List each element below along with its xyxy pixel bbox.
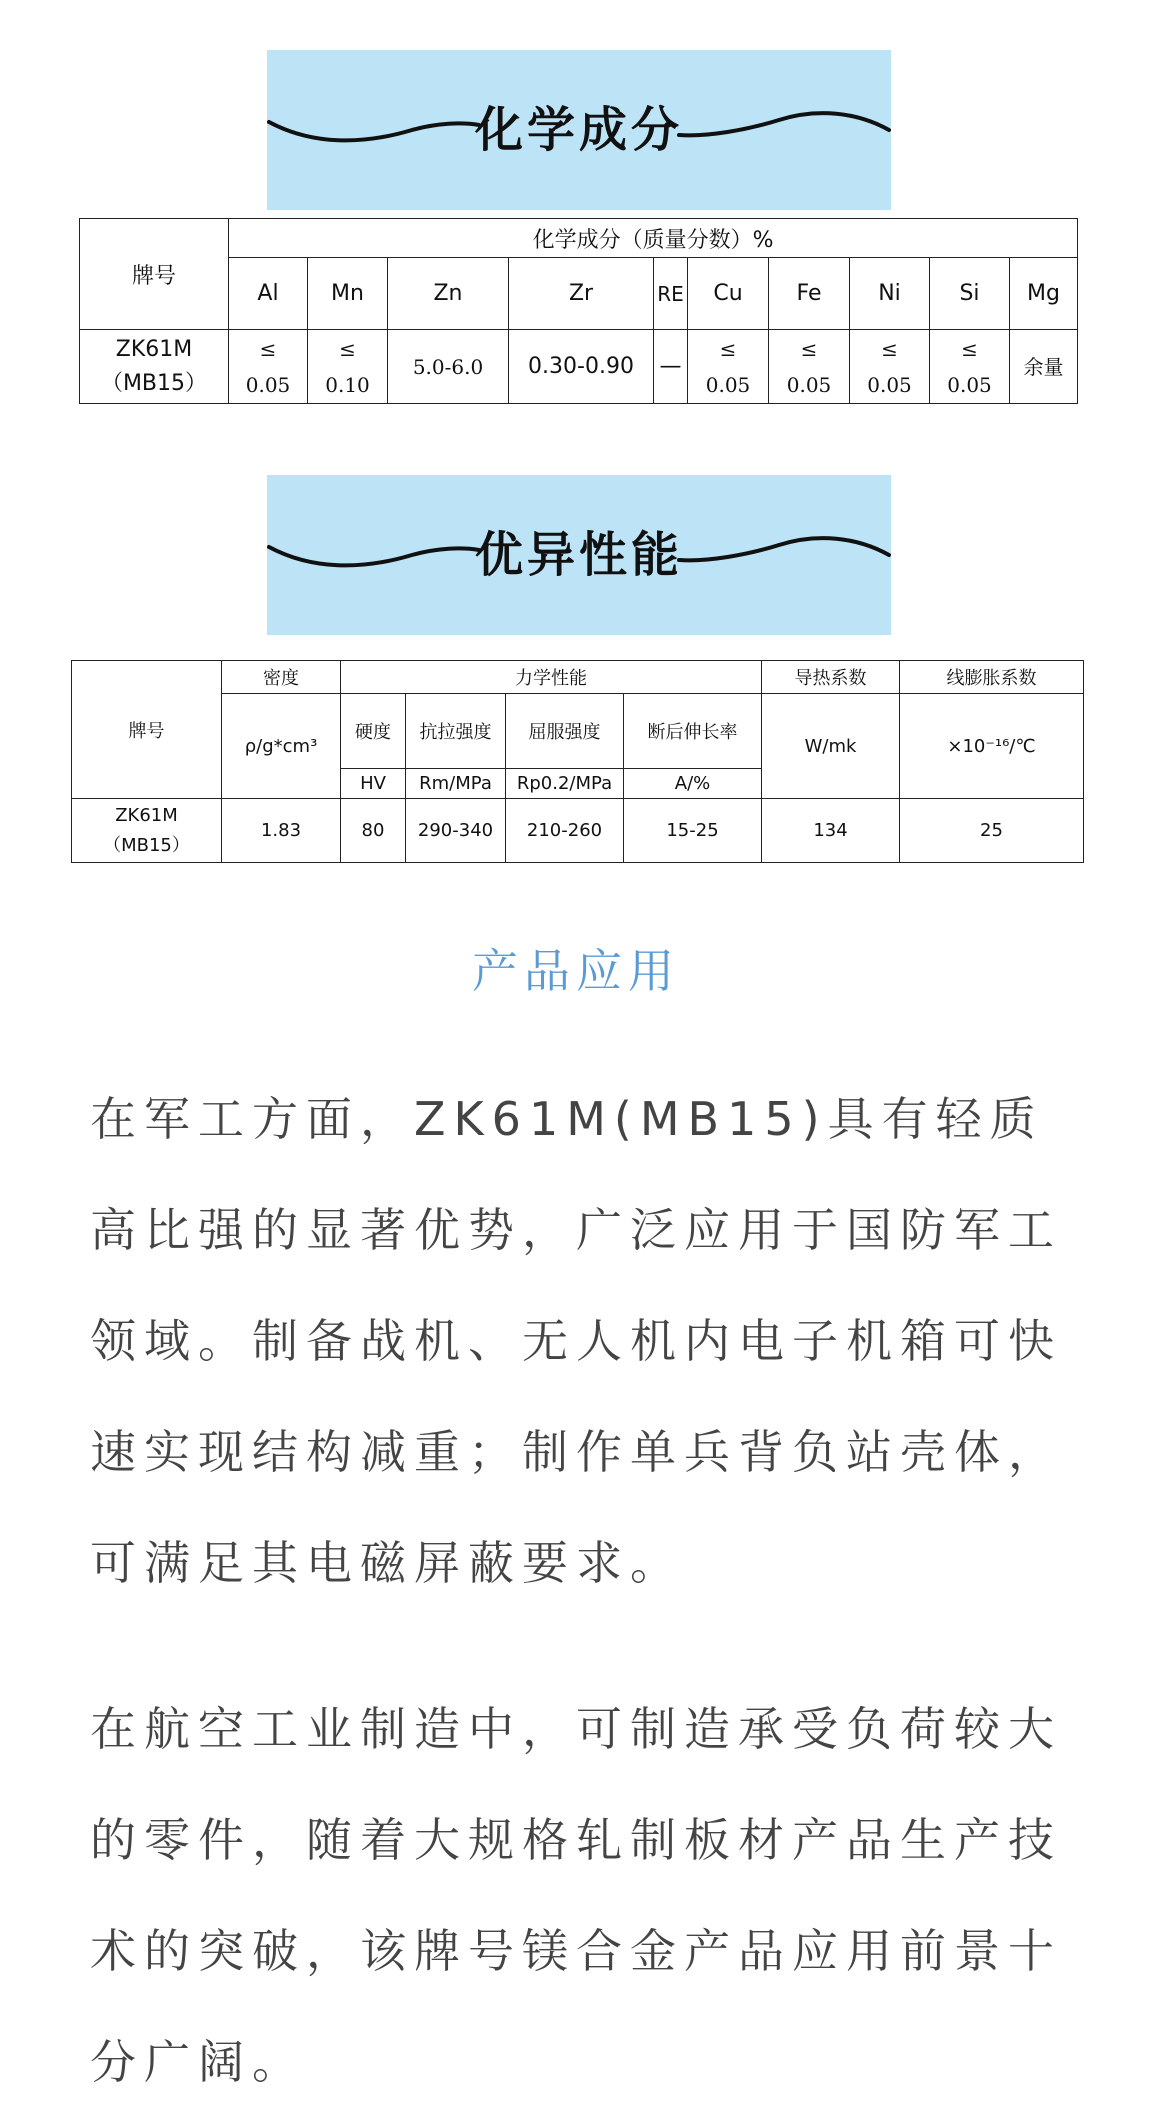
tensile-unit: Rm/MPa bbox=[406, 769, 506, 799]
element-header-mn: Mn bbox=[308, 258, 388, 330]
yield-header: 屈服强度 bbox=[506, 694, 624, 769]
value-al bbox=[229, 330, 308, 404]
banner-chemical-composition bbox=[267, 50, 891, 210]
hardness-unit: HV bbox=[341, 769, 406, 799]
value-ni bbox=[850, 330, 930, 404]
grade-line1: ZK61M bbox=[115, 804, 178, 826]
value-fe bbox=[769, 330, 850, 404]
le-symbol: ≤ bbox=[719, 336, 737, 361]
grade-line2: （MB15） bbox=[100, 370, 208, 396]
thermal-expansion-value: 25 bbox=[900, 799, 1084, 863]
grade-line2: （MB15） bbox=[103, 834, 190, 856]
value-re: — bbox=[654, 330, 688, 404]
element-header-si: Si bbox=[930, 258, 1010, 330]
value-fe-number: 0.05 bbox=[786, 372, 832, 397]
density-value: 1.83 bbox=[222, 799, 341, 863]
banner-title: 优异性能 bbox=[474, 527, 683, 583]
le-symbol: ≤ bbox=[961, 336, 978, 361]
hardness-value: 80 bbox=[341, 799, 406, 863]
value-zr: 0.30-0.90 bbox=[509, 330, 654, 404]
tensile-value: 290-340 bbox=[406, 799, 506, 863]
le-symbol: ≤ bbox=[881, 336, 898, 361]
density-unit: ρ/g*cm³ bbox=[222, 694, 341, 799]
banner-performance bbox=[267, 475, 891, 635]
value-al-number: 0.05 bbox=[245, 372, 291, 397]
element-header-re: RE bbox=[654, 258, 688, 330]
composition-group-header: 化学成分（质量分数）% bbox=[229, 219, 1078, 258]
grade-header: 牌号 bbox=[72, 661, 222, 799]
value-si-number: 0.05 bbox=[947, 372, 992, 397]
element-header-mg: Mg bbox=[1010, 258, 1078, 330]
element-header-al: Al bbox=[229, 258, 308, 330]
grade-line1: ZK61M bbox=[115, 336, 193, 362]
paragraph-aviation: 在航空工业制造中，可制造承受负荷较大的零件，随着大规格轧制板材产品生产技术的突破，该牌号镁合金产品应用前景十分广阔。 bbox=[90, 1702, 1062, 2089]
element-header-zr: Zr bbox=[509, 258, 654, 330]
section-heading: 产品应用 bbox=[472, 944, 680, 998]
mechanical-header: 力学性能 bbox=[341, 661, 762, 694]
le-symbol: ≤ bbox=[259, 336, 277, 361]
grade-header: 牌号 bbox=[80, 219, 229, 330]
value-cu bbox=[688, 330, 769, 404]
value-ni-number: 0.05 bbox=[867, 372, 912, 397]
elongation-header: 断后伸长率 bbox=[624, 694, 762, 769]
thermal-expansion-unit: ×10⁻¹⁶/℃ bbox=[900, 694, 1084, 799]
elongation-value: 15-25 bbox=[624, 799, 762, 863]
thermal-conductivity-unit: W/mk bbox=[762, 694, 900, 799]
le-symbol: ≤ bbox=[339, 336, 356, 361]
value-mg: 余量 bbox=[1010, 330, 1078, 404]
element-header-cu: Cu bbox=[688, 258, 769, 330]
value-mn-number: 0.10 bbox=[325, 372, 370, 397]
value-zn: 5.0-6.0 bbox=[388, 330, 509, 404]
element-header-ni: Ni bbox=[850, 258, 930, 330]
yield-value: 210-260 bbox=[506, 799, 624, 863]
thermal-conductivity-header: 导热系数 bbox=[762, 661, 900, 694]
hardness-header: 硬度 bbox=[341, 694, 406, 769]
density-header: 密度 bbox=[222, 661, 341, 694]
le-symbol: ≤ bbox=[800, 336, 818, 361]
element-header-fe: Fe bbox=[769, 258, 850, 330]
thermal-expansion-header: 线膨胀系数 bbox=[900, 661, 1084, 694]
grade-cell bbox=[80, 330, 229, 404]
value-cu-number: 0.05 bbox=[705, 372, 751, 397]
chemical-composition-table bbox=[79, 218, 1078, 404]
elongation-unit: A/% bbox=[624, 769, 762, 799]
thermal-conductivity-value: 134 bbox=[762, 799, 900, 863]
banner-title: 化学成分 bbox=[474, 102, 683, 158]
element-header-zn: Zn bbox=[388, 258, 509, 330]
tensile-header: 抗拉强度 bbox=[406, 694, 506, 769]
paragraph-military: 在军工方面，ZK61M(MB15)具有轻质高比强的显著优势，广泛应用于国防军工领域。制备战机、无人机内电子机箱可快速实现结构减重；制作单兵背负站壳体，可满足其电磁屏蔽要求。 bbox=[90, 1092, 1062, 1590]
grade-cell bbox=[72, 799, 222, 863]
value-si bbox=[930, 330, 1010, 404]
properties-table bbox=[71, 660, 1084, 863]
yield-unit: Rp0.2/MPa bbox=[506, 769, 624, 799]
value-mn bbox=[308, 330, 388, 404]
